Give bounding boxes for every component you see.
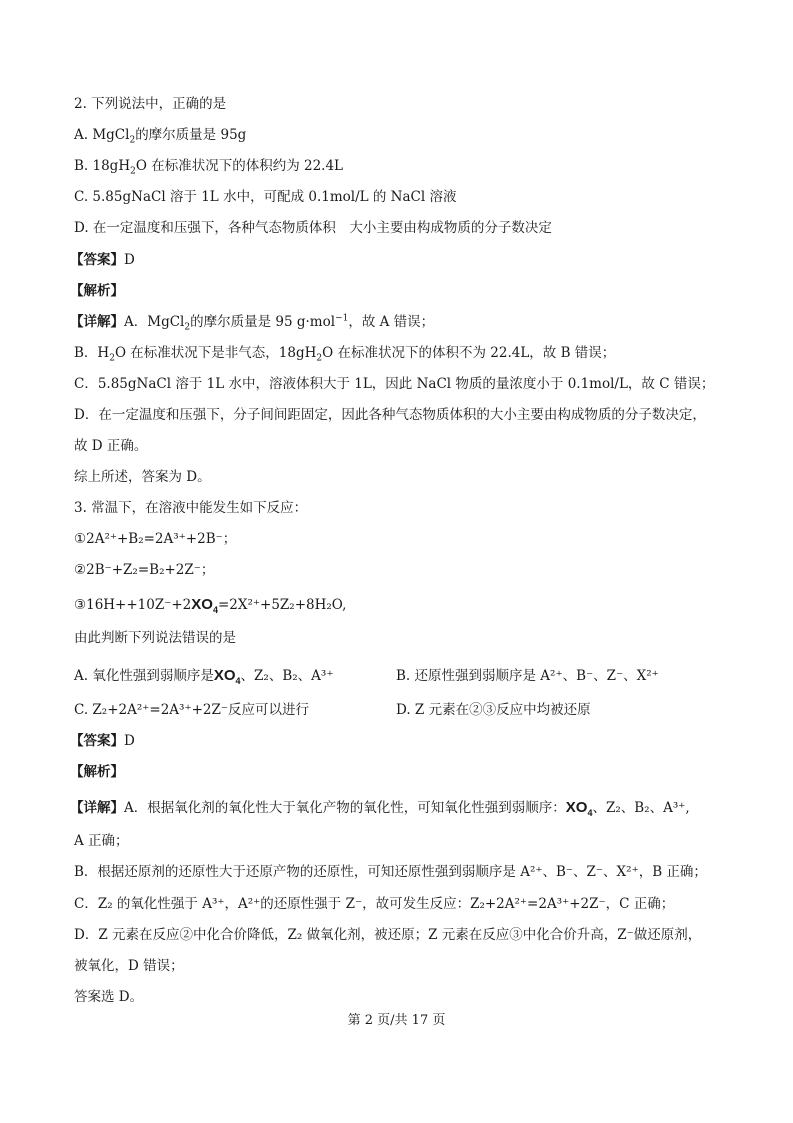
page-footer: 第 2 页/共 17 页: [347, 1013, 446, 1028]
q3-option-c: C. Z₂+2A²⁺=2A³⁺+2Z⁻反应可以进行: [74, 702, 310, 718]
q3-reaction-2: ②2B⁻+Z₂=B₂+2Z⁻；: [74, 562, 215, 578]
q3-stem: 3. 常温下，在溶液中能发生如下反应：: [74, 500, 308, 516]
q2-explain-a: 【详解】A．MgCl$_2$的摩尔质量是 95 g·mol$^{-1}$，故 A 错误；: [70, 313, 435, 333]
xo4-formula: $XO_4$: [565, 799, 593, 818]
q2-explain-c: C．5.85gNaCl 溶于 1L 水中，溶液体积大于 1L，因此 NaCl 物质的量浓度小于 0.1mol/L，故 C 错误；: [74, 376, 715, 392]
q3-analysis-tag: 【解析】: [70, 764, 124, 780]
q3-explain-c: C．Z₂ 的氧化性强于 A³⁺，A²⁺的还原性强于 Z⁻，故可发生反应：Z₂+2A²⁺=2A³⁺+2Z⁻，C 正确；: [74, 896, 675, 912]
q3-explain-d-cont: 被氧化，D 错误；: [74, 958, 184, 974]
q2-explain-b: B．$H_2O$ 在标准状况下是非气态，$18gH_2O$ 在标准状况下的体积不为 22.4L，故 B 错误；: [74, 345, 616, 364]
q3-option-d: D. Z 元素在②③反应中均被还原: [396, 702, 591, 718]
q3-reaction-3: $③16H++10Z^-+2XO_4=2X^{2+}+5Z_2+8H_2O$,: [74, 596, 347, 615]
answer-tag: 【答案】: [70, 733, 124, 749]
detail-tag: 【详解】: [70, 800, 124, 816]
q2-option-c: C. 5.85gNaCl 溶于 1L 水中，可配成 0.1mol/L 的 NaCl 溶液: [74, 189, 457, 205]
q3-explain-a: 【详解】A．根据氧化剂的氧化性大于氧化产物的氧化性，可知氧化性强到弱顺序：$XO_4$、Z₂、B₂、A³⁺,: [70, 799, 690, 818]
q3-prompt: 由此判断下列说法错误的是: [74, 630, 236, 646]
xo4-formula: $XO_4$: [213, 667, 241, 686]
q3-option-a: A. 氧化性强到弱顺序是$XO_4$、Z₂、B₂、A³⁺: [74, 667, 334, 686]
q2-option-b: B. $18gH_2O$ 在标准状况下的体积约为 22.4L: [74, 158, 344, 177]
q3-reaction-1: ①2A²⁺+B₂=2A³⁺+2B⁻；: [74, 531, 237, 547]
q3-explain-a-cont: A 正确；: [74, 833, 129, 849]
q3-summary: 答案选 D。: [74, 989, 144, 1005]
q2-analysis-tag: 【解析】: [70, 283, 124, 299]
q3-answer: 【答案】D: [70, 733, 135, 749]
q2-explain-d: D．在一定温度和压强下，分子间间距固定，因此各种气态物质体积的大小主要由构成物质的分子数决定，: [74, 407, 706, 423]
q3-option-b: B. 还原性强到弱顺序是 A²⁺、B⁻、Z⁻、X²⁺: [396, 668, 659, 684]
q2-answer: 【答案】D: [70, 252, 135, 268]
xo4-formula: $XO_4$: [191, 596, 218, 615]
q2-summary: 综上所述，答案为 D。: [74, 469, 211, 485]
q3-explain-b: B．根据还原剂的还原性大于还原产物的还原性，可知还原性强到弱顺序是 A²⁺、B⁻、Z⁻、X²⁺，B 正确；: [74, 864, 707, 880]
q2-option-a: A. MgCl$_2$的摩尔质量是 95g: [74, 127, 247, 146]
q2-explain-d-cont: 故 D 正确。: [74, 438, 148, 454]
q2-option-d: D. 在一定温度和压强下，各种气态物质体积 大小主要由构成物质的分子数决定: [74, 220, 552, 236]
detail-tag: 【详解】: [70, 314, 124, 330]
q3-explain-d: D．Z 元素在反应②中化合价降低，Z₂ 做氧化剂，被还原；Z 元素在反应③中化合价升高，Z⁻做还原剂，: [74, 927, 702, 943]
q2-stem: 2. 下列说法中，正确的是: [74, 96, 227, 112]
answer-tag: 【答案】: [70, 252, 124, 268]
